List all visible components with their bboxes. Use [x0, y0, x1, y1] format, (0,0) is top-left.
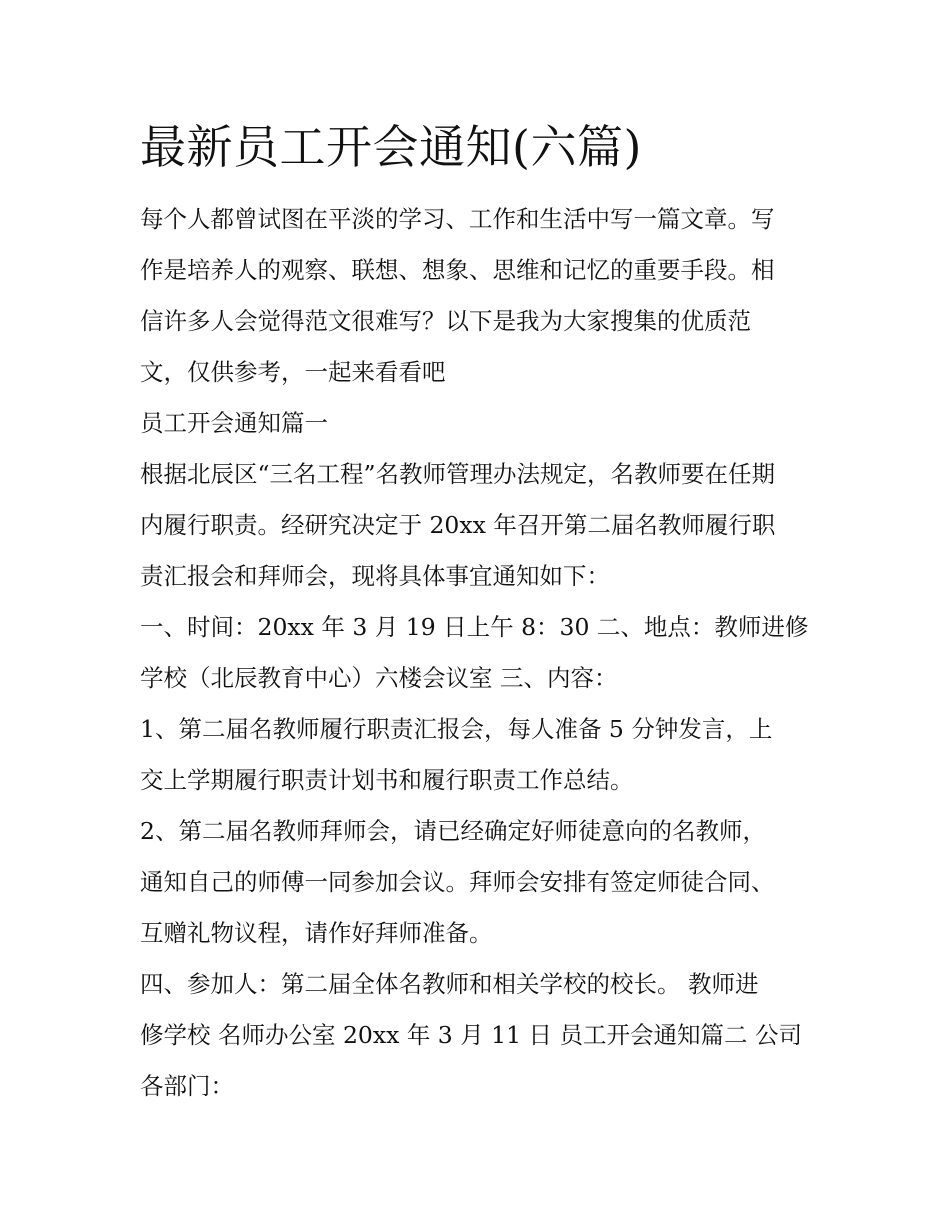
body-line-4: 一、时间：20xx 年 3 月 19 日上午 8：30 二、地点：教师进修 [140, 613, 809, 641]
intro-line-3: 信许多人会觉得范文很难写？以下是我为大家搜集的优质范 [140, 307, 751, 335]
intro-line-1: 每个人都曾试图在平淡的学习、工作和生活中写一篇文章。写 [140, 205, 775, 233]
document-text [140, 194, 820, 1112]
body-line-9: 通知自己的师傅一同参加会议。拜师会安排有签定师徒合同、 [140, 868, 775, 896]
section-heading-1: 员工开会通知篇一 [140, 409, 328, 437]
body-line-1: 根据北辰区“三名工程”名教师管理办法规定，名教师要在任期 [140, 460, 776, 488]
intro-line-4: 文，仅供参考，一起来看看吧 [140, 358, 446, 386]
body-line-5: 学校（北辰教育中心）六楼会议室 三、内容： [140, 664, 618, 692]
document-body [140, 112, 820, 1112]
body-line-3: 责汇报会和拜师会，现将具体事宜通知如下： [140, 562, 610, 590]
body-line-7: 交上学期履行职责计划书和履行职责工作总结。 [140, 766, 634, 794]
body-line-13: 各部门： [140, 1072, 234, 1100]
body-line-8: 2、第二届名教师拜师会，请已经确定好师徒意向的名教师， [140, 817, 766, 845]
page-title: 最新员工开会通知(六篇) [140, 120, 642, 174]
body-line-2: 内履行职责。经研究决定于 20xx 年召开第二届名教师履行职 [140, 511, 776, 539]
body-line-10: 互赠礼物议程，请作好拜师准备。 [140, 919, 493, 947]
intro-line-2: 作是培养人的观察、联想、想象、思维和记忆的重要手段。相 [140, 256, 775, 284]
body-line-12: 修学校 名师办公室 20xx 年 3 月 11 日 员工开会通知篇二 公司 [140, 1021, 802, 1049]
body-line-6: 1、第二届名教师履行职责汇报会，每人准备 5 分钟发言，上 [140, 715, 773, 743]
body-line-11: 四、参加人：第二届全体名教师和相关学校的校长。 教师进 [140, 970, 759, 998]
